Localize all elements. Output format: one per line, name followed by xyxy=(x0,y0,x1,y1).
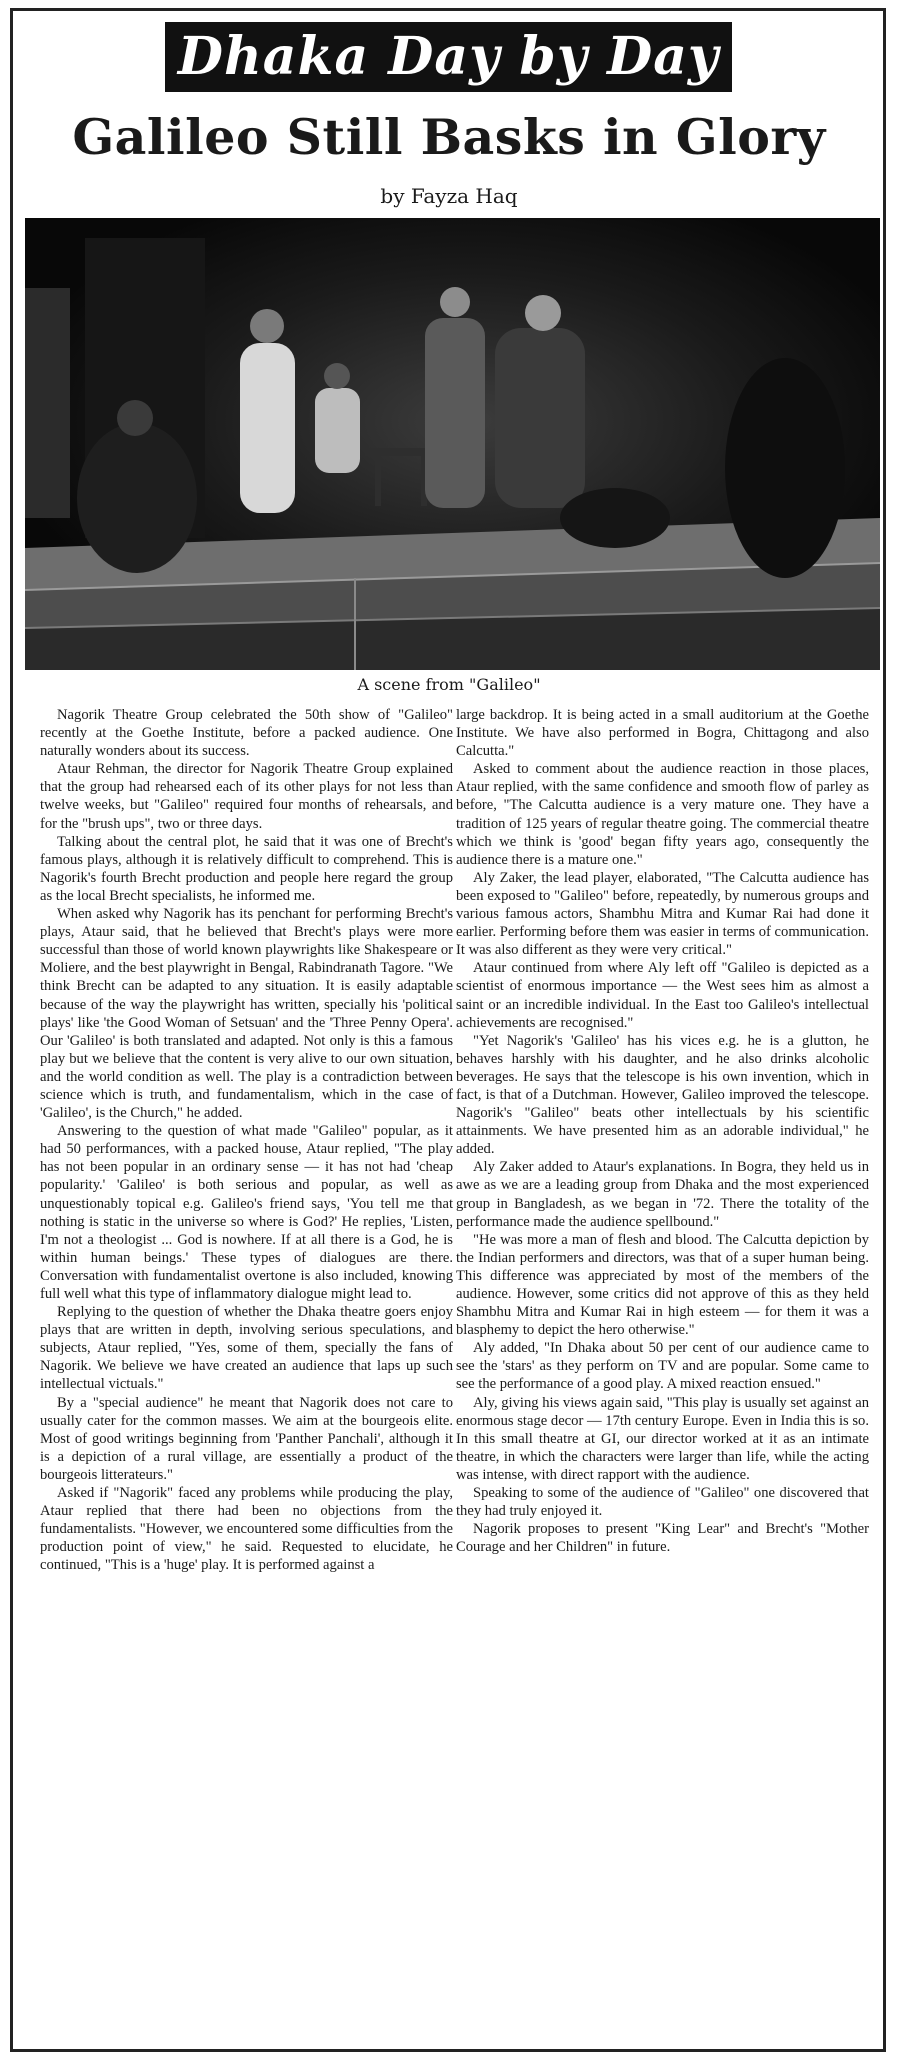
article-paragraph: Aly added, "In Dhaka about 50 per cent of our audience came to see the 'stars' as they perform on TV and are popular. Some came to see the performance of a good play. A mixed reaction ensued." xyxy=(456,1340,869,1393)
article-paragraph: large backdrop. It is being acted in a small auditorium at the Goethe Institute. We have also performed in Bogra, Chittagong and also Calcutta." xyxy=(456,707,869,760)
photo-caption: A scene from "Galileo" xyxy=(357,675,541,694)
article-paragraph: Ataur Rehman, the director for Nagorik Theatre Group explained that the group had rehearsed each of its other plays for not less than twelve weeks, but "Galileo" required four months of rehearsals, and for the "brush ups", two or three days. xyxy=(40,761,453,832)
stage-photo xyxy=(25,218,880,670)
article-paragraph: Aly Zaker added to Ataur's explanations. In Bogra, they held us in awe as we are a leading group from Dhaka and the most experienced group in Bangladesh, as we began in '72. There the totality of the performance made the audience spellbound." xyxy=(456,1159,869,1230)
headline: Galileo Still Basks in Glory xyxy=(72,108,826,166)
article-paragraph: Answering to the question of what made "Galileo" popular, as it had 50 performances, with a packed house, Ataur replied, "The play has not been popular in an ordinary sense — it has not had 'cheap popularity.' 'Galileo' is both serious and popular, as well as unquestionably topical e.g. Galileo's friend says, 'You tell me that nothing is static in the universe so where is God?' He replies, 'Listen, I'm not a theologist ... God is nowhere. If at all there is a God, he is within human beings.' These types of dialogues are there. Conversation with fundamentalist overtone is also included, knowing full well what this type of inflammatory dialogue might lead to. xyxy=(40,1123,453,1302)
article-paragraph: "He was more a man of flesh and blood. The Calcutta depiction by the Indian performers and directors, was that of a super human being. This difference was appreciated by most of the members of the audience. However, some critics did not approve of this as they held Shambhu Mitra and Kumar Rai in high esteem — for them it was a blasphemy to depict the hero otherwise." xyxy=(456,1231,869,1339)
figure-in-white xyxy=(240,343,295,513)
article-paragraph: By a "special audience" he meant that Nagorik does not care to usually cater for the common masses. We aim at the bourgeois elite. Most of good writings beginning from 'Panther Panchali', although it is a depiction of a rural village, are essentially a product of the bourgeois litterateurs." xyxy=(40,1394,453,1483)
standing-woman xyxy=(425,318,485,508)
seated-child xyxy=(315,388,360,473)
article-paragraph: Ataur continued from where Aly left off "Galileo is depicted as a scientist of enormous importance — the West sees him as almost a saint or an incredible individual. In the East too Galileo's intellectual achievements are recognised." xyxy=(456,960,869,1031)
article-paragraph: When asked why Nagorik has its penchant for performing Brecht's plays, Ataur said, that he believed that Brecht's plays were more successful than those of world known playwrights like Shakespeare or Moliere, and the best playwright in Bengal, Rabindranath Tagore. "We think Brecht can be adapted to any situation. It is easily adaptable because of the way the playwright has written, specially his 'political plays' like 'the Good Woman of Setsuan' and the 'Three Penny Opera'. Our 'Galileo' is both translated and adapted. Not only is this a famous play but we believe that the content is very alive to our own situation, and the world condition as well. The play is a contradiction between science which is truth, and fundamentalism, which in the case of 'Galileo', is the Church," he added. xyxy=(40,906,453,1122)
article-paragraph: Aly Zaker, the lead player, elaborated, "The Calcutta audience has been exposed to "Galileo" before, repeatedly, by numerous groups and various famous actors, Shambhu Mitra and Kumar Rai had done it earlier. Performing before them was easier in terms of communication. It was also different as they were very critical." xyxy=(456,869,869,959)
table xyxy=(365,448,435,456)
byline: by Fayza Haq xyxy=(380,184,518,208)
left-prop xyxy=(25,288,70,518)
article-paragraph: Asked if "Nagorik" faced any problems while producing the play, Ataur replied that there had been no objections from the fundamentalists. "However, we encountered some difficulties from the production point of view," he said. Requested to elucidate, he continued, "This is a 'huge' play. It is performed against a xyxy=(40,1485,453,1574)
article-column-right xyxy=(456,706,869,2046)
theatre-scene-illustration xyxy=(25,218,880,670)
article-paragraph: Replying to the question of whether the Dhaka theatre goers enjoy plays that are written in depth, involving serious speculations, and subjects, Ataur replied, "Yes, some of them, specially the fans of Nagorik. We believe we have created an audience that laps up such intellectual victuals." xyxy=(40,1304,453,1393)
seated-figure-left xyxy=(77,423,197,573)
article-paragraph: "Yet Nagorik's 'Galileo' has his vices e.g. he is a glutton, he behaves harshly with his daughter, and he also drinks alcoholic beverages. He says that the telescope is his own invention, which in fact, is that of a Dutchman. However, Galileo improved the telescope. Nagorik's "Galileo" beats other intellectuals by his scientific attainments. We have presented him as an adorable individual," he added. xyxy=(456,1032,869,1158)
article-paragraph: Asked to comment about the audience reaction in those places, Ataur replied, with the same confidence and smooth flow of parley as before, "The Calcutta audience is a very mature one. They have a tradition of 125 years of regular theatre going. The commercial theatre which we think is 'good' began fifty years ago, consequently the audience there is a mature one." xyxy=(456,761,869,868)
article-paragraph: Nagorik Theatre Group celebrated the 50th show of "Galileo" recently at the Goethe Institute, before a packed audience. One naturally wonders about its success. xyxy=(40,707,453,760)
reclining-figure xyxy=(560,488,670,548)
article-paragraph: Nagorik proposes to present "King Lear" and Brecht's "Mother Courage and her Children" in future. xyxy=(456,1521,869,1556)
galileo-figure xyxy=(495,328,585,508)
section-kicker: Dhaka Day by Day xyxy=(165,22,732,92)
right-shadow-figure xyxy=(725,358,845,578)
article-paragraph: Speaking to some of the audience of "Galileo" one discovered that they had truly enjoyed it. xyxy=(456,1485,869,1520)
article-paragraph: Talking about the central plot, he said that it was one of Brecht's famous plays, although it is relatively difficult to comprehend. This is Nagorik's fourth Brecht production and people here regard the group as the local Brecht specialists, he informed me. xyxy=(40,833,453,904)
article-paragraph: Aly, giving his views again said, "This play is usually set against an enormous stage decor — 17th century Europe. Even in India this is so. In this small theatre at GI, our director worked at it as an intimate theatre, in which the characters were larger than life, while the acting was intense, with direct rapport with the audience. xyxy=(456,1394,869,1483)
article-column-left xyxy=(40,706,453,2046)
